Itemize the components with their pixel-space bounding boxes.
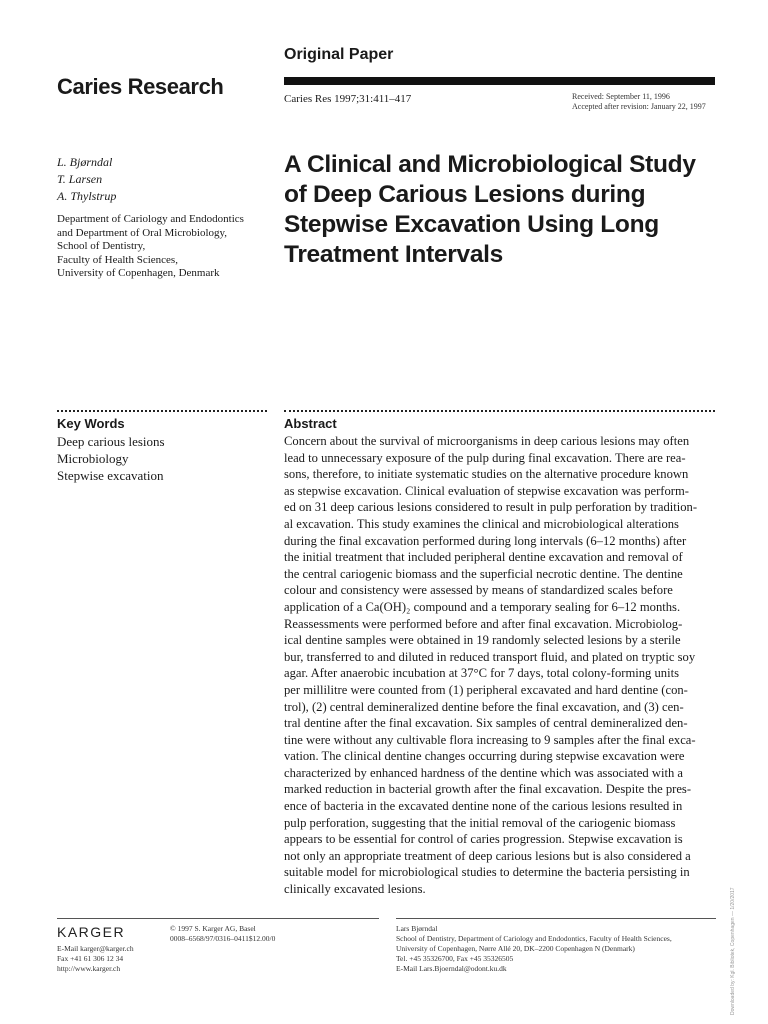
section-label: Original Paper (284, 46, 394, 63)
abstract-line: per millilitre were counted from (1) peripheral excavated and hard dentine (con- (284, 682, 688, 697)
abstract-line: Reassessments were performed before and after final excavation. Microbiolog- (284, 616, 683, 631)
publisher-email[interactable]: E-Mail karger@karger.ch (57, 944, 134, 953)
abstract-line: the initial treatment that included peripheral dentine excavation and removal of (284, 550, 683, 565)
header-rule (284, 77, 715, 85)
abstract-line: agar. After anaerobic incubation at 37°C for 7 days, total colony-forming units (284, 666, 679, 681)
keyword: Deep carious lesions (57, 434, 165, 449)
copyright-notice (170, 924, 275, 944)
title-line: of Deep Carious Lesions during (284, 181, 646, 208)
abstract-divider (284, 410, 715, 412)
abstract-line: ence of bacteria in the excavated dentine none of the carious lesions resulted in (284, 799, 683, 814)
copyright-line: 0008–6568/97/0316–0411$12.00/0 (170, 934, 276, 943)
received-date: Received: September 11, 1996 (572, 92, 670, 101)
abstract-line: application of a Ca(OH)₂ compound and a temporary sealing for 6–12 months. (284, 599, 681, 614)
abstract-line: tral dentine after the final excavation. Six samples of central demineralized den- (284, 716, 688, 731)
abstract-line: lead to unnecessary exposure of the pulp during final excavation. There are rea- (284, 450, 686, 465)
abstract-line: as stepwise excavation. Clinical evaluation of stepwise excavation was perform- (284, 483, 689, 498)
title-line: Treatment Intervals (284, 241, 503, 268)
affiliation-line: Department of Cariology and Endodontics (57, 213, 244, 225)
abstract-line: ical dentine samples were obtained in 19 randomly selected lesions by a sterile (284, 633, 681, 648)
correspondence-line: School of Dentistry, Department of Cariology and Endodontics, Faculty of Health Sciences, (396, 934, 672, 943)
publisher-contact (57, 944, 134, 974)
keyword-list (57, 433, 165, 484)
abstract-line: ed on 31 deep carious lesions considered to result in pulp perforation by tradition- (284, 500, 698, 515)
correspondence-name: Lars Bjørndal (396, 924, 438, 933)
correspondence-line: University of Copenhagen, Nørre Allé 20, DK–2200 Copenhagen N (Denmark) (396, 944, 635, 953)
abstract-line: not only an appropriate treatment of deep carious lesions but is also considered a (284, 848, 691, 863)
abstract-line: clinically excavated lesions. (284, 882, 426, 897)
abstract-line: the central cariogenic biomass and the superficial necrotic dentine. The dentine (284, 566, 683, 581)
footer-rule-right (396, 918, 716, 919)
keyword: Stepwise excavation (57, 468, 164, 483)
abstract-line: appears to be essential for control of caries progression. Stepwise excavation is (284, 832, 683, 847)
copyright-line: © 1997 S. Karger AG, Basel (170, 924, 256, 933)
abstract-line: tine were without any cultivable flora increasing to 9 samples after the final exca- (284, 732, 696, 747)
correspondence-email[interactable]: E-Mail Lars.Bjoerndal@odont.ku.dk (396, 964, 507, 973)
title-line: A Clinical and Microbiological Study (284, 151, 696, 178)
download-stamp: Downloaded by: Kgl. Bibliotek, Copenhagen — 1/20/2017 (730, 887, 736, 1015)
publisher-logo: KARGER (57, 924, 126, 940)
correspondence-phone: Tel. +45 35326700, Fax +45 35326505 (396, 954, 514, 963)
paper-title (284, 150, 724, 270)
abstract-line: characterized by enhanced hardness of the dentine which was associated with a (284, 765, 683, 780)
author: A. Thylstrup (57, 189, 117, 203)
author: L. Bjørndal (57, 155, 113, 169)
title-line: Stepwise Excavation Using Long (284, 211, 659, 238)
journal-name: Caries Research (57, 74, 224, 99)
correspondence-address (396, 924, 672, 974)
abstract-line: al excavation. This study examines the clinical and microbiological alterations (284, 516, 679, 531)
accepted-date: Accepted after revision: January 22, 1997 (572, 102, 706, 111)
abstract-line: sons, therefore, to initiate systematic studies on the alternative procedure known (284, 467, 689, 482)
affiliation-line: University of Copenhagen, Denmark (57, 267, 220, 280)
abstract-line: marked reduction in bacterial growth after the final excavation. Despite the pres- (284, 782, 692, 797)
abstract-line: during the final excavation performed during long intervals (6–12 months) after (284, 533, 687, 548)
received-dates (572, 92, 706, 112)
footer-rule-left (57, 918, 379, 919)
author: T. Larsen (57, 172, 103, 186)
affiliation-line: Faculty of Health Sciences, (57, 253, 178, 266)
abstract-line: trol), (2) central demineralized dentine before the final excavation, and (3) cen- (284, 699, 684, 714)
abstract-line: vation. The clinical dentine changes occurring during stepwise excavation were (284, 749, 685, 764)
keywords-heading: Key Words (57, 416, 125, 431)
abstract-line: pulp perforation, suggesting that the initial removal of the cariogenic biomass (284, 815, 676, 830)
affiliation-line: and Department of Oral Microbiology, (57, 226, 228, 239)
citation: Caries Res 1997;31:411–417 (284, 93, 412, 105)
affiliation-line: School of Dentistry, (57, 240, 146, 253)
abstract-line: bur, transferred to and diluted in reduced transport fluid, and plated on tryptic soy (284, 649, 696, 664)
affiliation (57, 213, 244, 281)
abstract-line: suitable model for microbiological studies to determine the bacteria persisting in (284, 865, 690, 880)
abstract-heading: Abstract (284, 416, 337, 431)
publisher-website-link[interactable]: http://www.karger.ch (57, 964, 121, 973)
keywords-divider (57, 410, 267, 412)
abstract-body (284, 433, 697, 898)
abstract-line: colour and consistency were assessed by means of standardized scales before (284, 583, 673, 598)
keyword: Microbiology (57, 451, 129, 466)
abstract-line: Concern about the survival of microorganisms in deep carious lesions may often (284, 434, 690, 448)
author-list (57, 154, 116, 205)
publisher-fax: Fax +41 61 306 12 34 (57, 954, 124, 963)
